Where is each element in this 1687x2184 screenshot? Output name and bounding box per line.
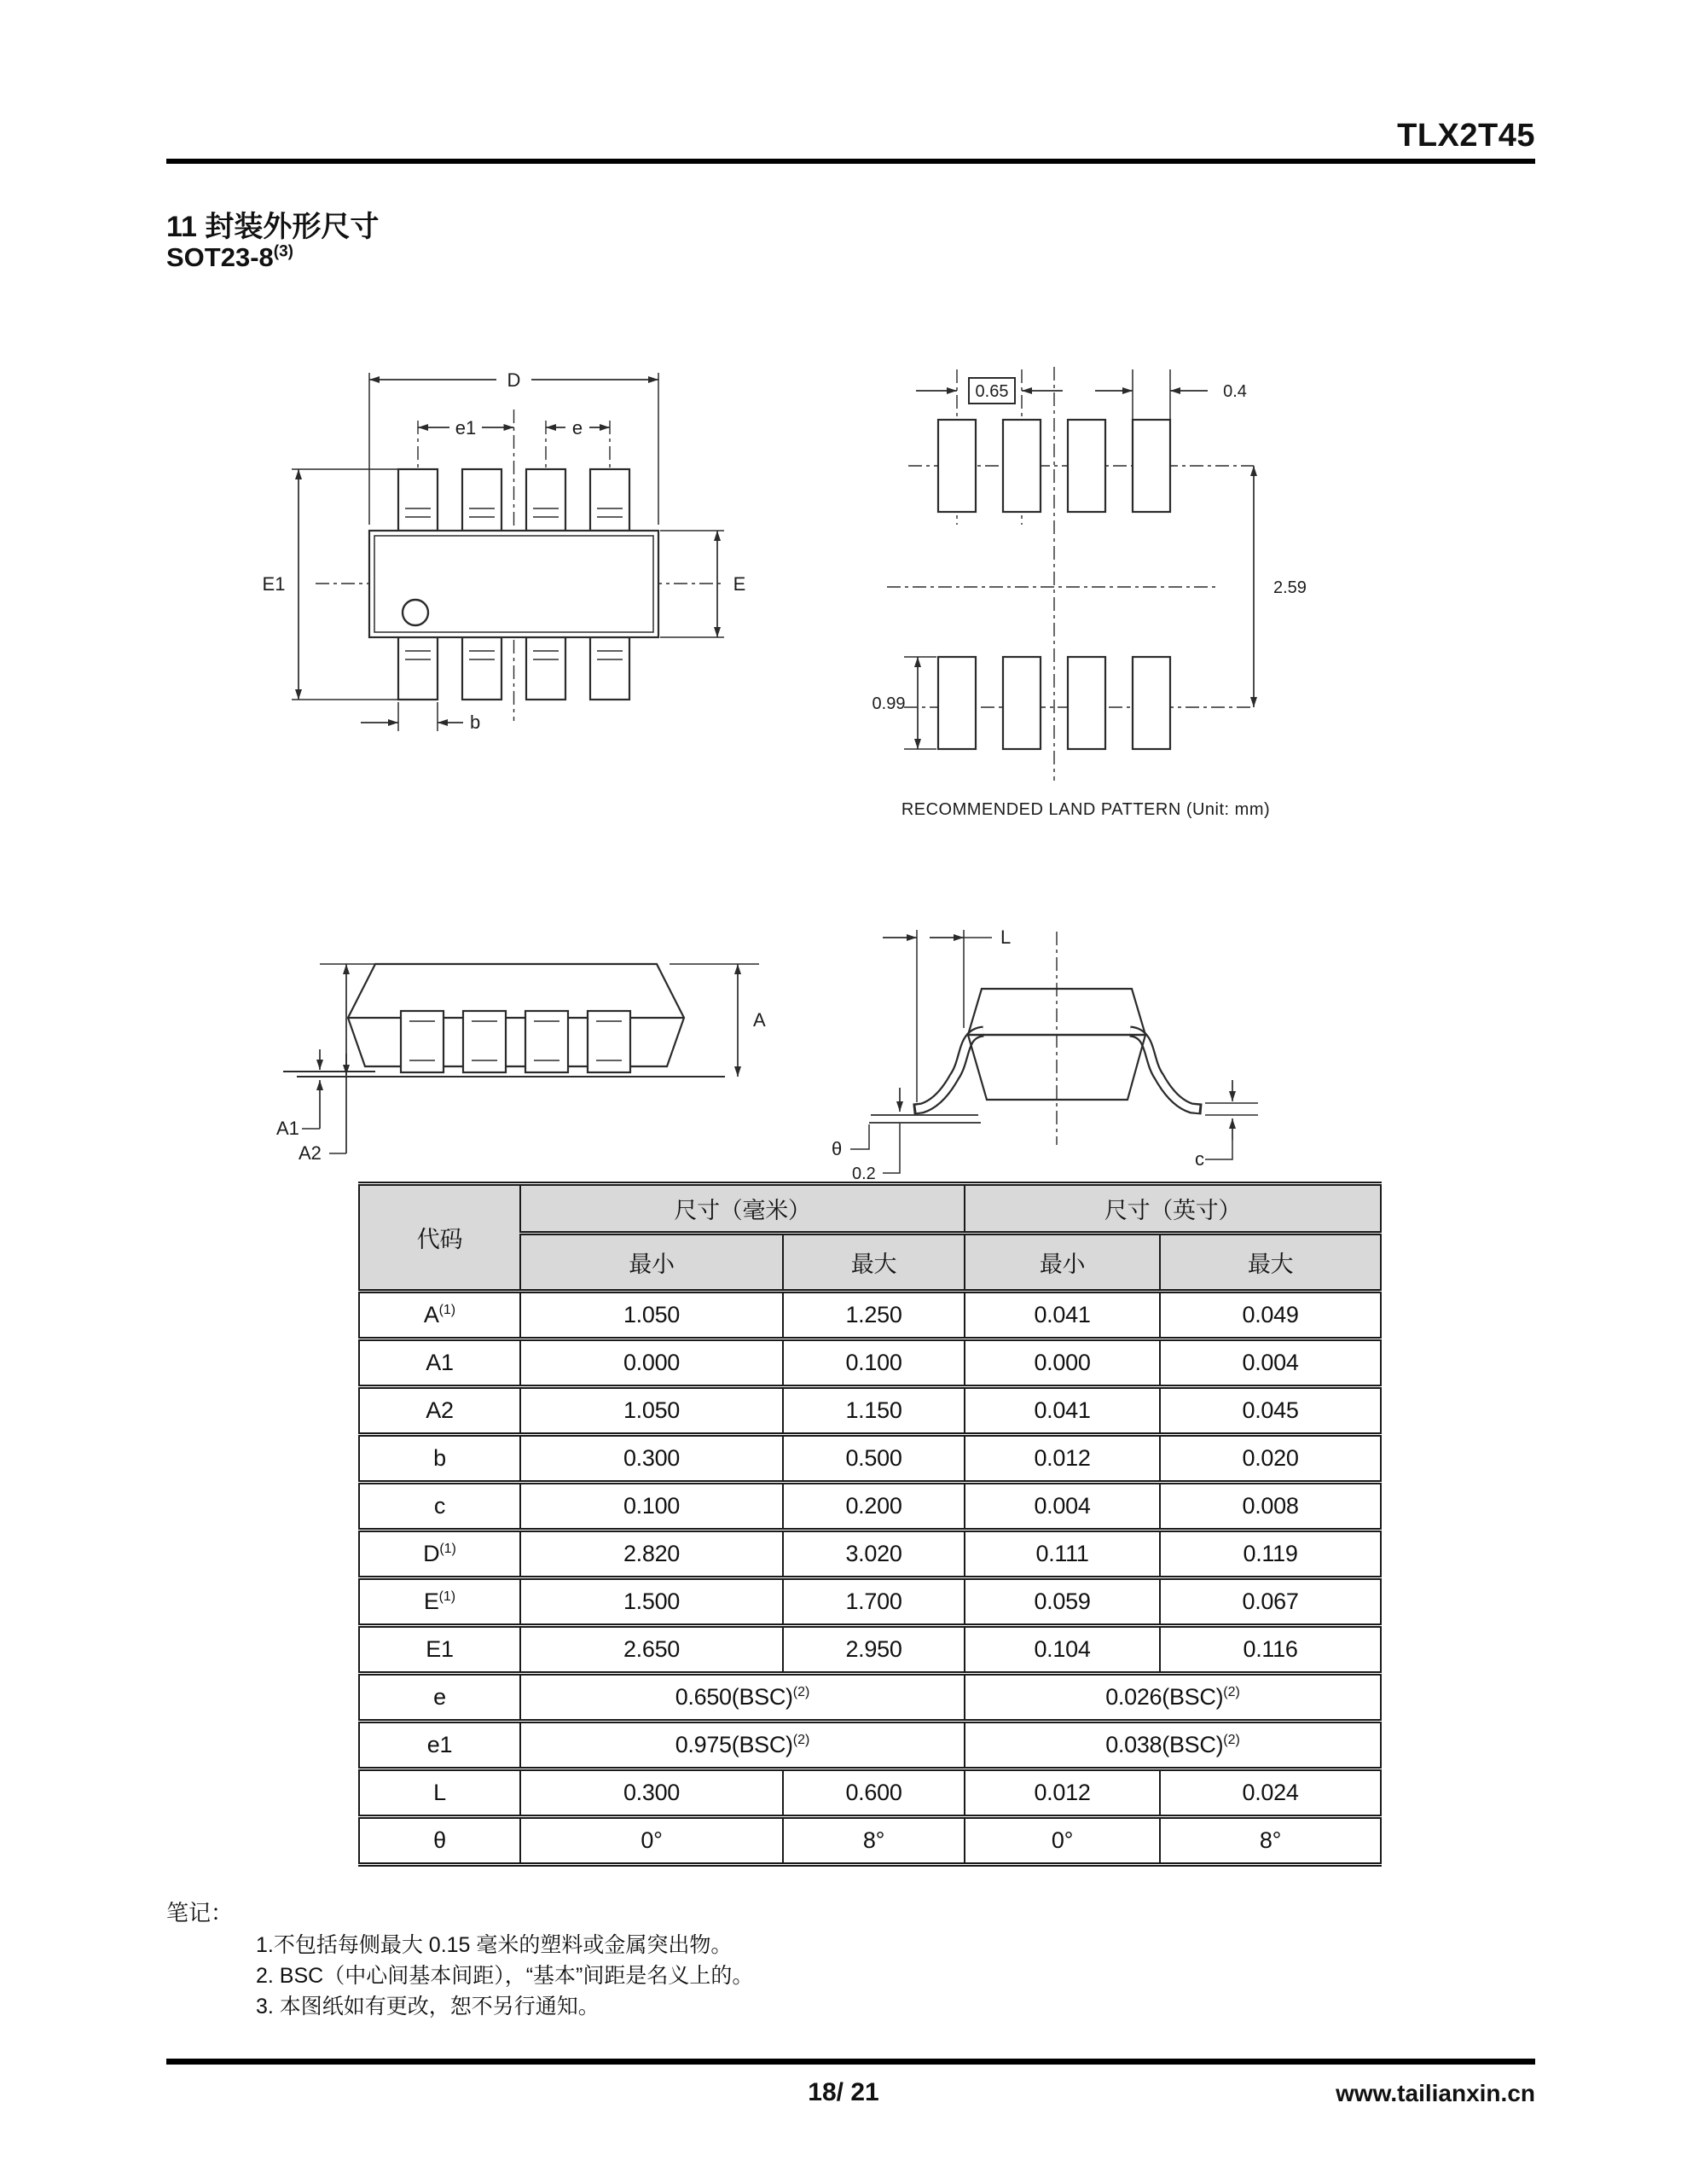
dim-value: 0° (520, 1817, 783, 1865)
dim-value-span: 0.650(BSC)$^{(2)}$ (520, 1674, 965, 1722)
dim-value: 2.950 (783, 1626, 965, 1674)
dim-value: 0.024 (1160, 1769, 1381, 1817)
dim-value: 0.004 (1160, 1339, 1381, 1387)
dim-code: A2 (359, 1387, 520, 1435)
dim-value: 0.045 (1160, 1387, 1381, 1435)
dim-label-e1: e1 (455, 417, 477, 439)
dim-label-A2: A2 (299, 1142, 322, 1164)
dim-value: 1.250 (783, 1292, 965, 1339)
dim-value: 0.012 (965, 1769, 1160, 1817)
table-row (359, 1292, 1381, 1339)
dim-label-D: D (507, 369, 521, 391)
dim-label-row-pitch: 2.59 (1273, 578, 1307, 597)
dim-value: 0.100 (520, 1483, 783, 1531)
dim-label-A1: A1 (276, 1118, 299, 1139)
side-leads (913, 1031, 1202, 1109)
dim-label-e: e (571, 417, 583, 439)
land-pattern-drawing (861, 354, 1339, 828)
dim-value: 8° (783, 1817, 965, 1865)
dim-value-span: 0.026(BSC)$^{(2)}$ (965, 1674, 1381, 1722)
dim-value: 0.004 (965, 1483, 1160, 1531)
col-group-mm: 尺寸（毫米） (520, 1184, 965, 1234)
header-rule (166, 159, 1535, 164)
col-header-in-max: 最大 (1160, 1234, 1381, 1292)
dim-code: c (359, 1483, 520, 1531)
package-body (369, 531, 658, 637)
package-side-view-drawing (797, 913, 1318, 1194)
note-item-2: 2. BSC（中心间基本间距），“基本”间距是名义上的。 (256, 1964, 754, 1988)
dim-code: L (359, 1769, 520, 1817)
package-heading (166, 242, 293, 273)
package-front-view-drawing (247, 926, 810, 1173)
dim-code: e1 (359, 1722, 520, 1769)
dim-code: e (359, 1674, 520, 1722)
section-title-text: 封装外形尺寸 (205, 211, 380, 243)
dim-value: 0.059 (965, 1578, 1160, 1626)
front-leads (401, 1011, 630, 1072)
col-header-mm-min: 最小 (520, 1234, 783, 1292)
dim-label-pad-width: 0.4 (1223, 382, 1247, 401)
dim-value: 1.500 (520, 1578, 783, 1626)
notes-title: 笔记： (166, 1900, 234, 1926)
dim-code: $E^{(1)}$ (359, 1578, 520, 1626)
dim-value: 0.104 (965, 1626, 1160, 1674)
dim-value: 8° (1160, 1817, 1381, 1865)
dimensions-table (358, 1182, 1382, 1867)
dim-value: 0° (965, 1817, 1160, 1865)
dim-value: 0.100 (783, 1339, 965, 1387)
dim-label-theta: θ (832, 1138, 843, 1159)
dim-code: θ (359, 1817, 520, 1865)
dim-value: 1.700 (783, 1578, 965, 1626)
website-url: www.tailianxin.cn (1336, 2080, 1535, 2106)
table-row (359, 1531, 1381, 1578)
package-name: SOT23-8 (166, 242, 274, 272)
dim-value-span: 0.038(BSC)$^{(2)}$ (965, 1722, 1381, 1769)
dim-label-b: b (470, 712, 481, 733)
dim-value: 1.050 (520, 1387, 783, 1435)
dim-value: 2.650 (520, 1626, 783, 1674)
dim-label-A: A (753, 1009, 766, 1031)
dim-value-span: 0.975(BSC)$^{(2)}$ (520, 1722, 965, 1769)
dim-label-E: E (733, 573, 746, 595)
land-pattern-caption: RECOMMENDED LAND PATTERN (Unit: mm) (901, 800, 1271, 819)
footer-rule (166, 2059, 1535, 2065)
dim-value: 0.000 (965, 1339, 1160, 1387)
dim-code: E1 (359, 1626, 520, 1674)
col-header-code: 代码 (359, 1184, 520, 1292)
dim-value: 0.067 (1160, 1578, 1381, 1626)
note-item-1: 1.不包括每侧最大 0.15 毫米的塑料或金属突出物。 (256, 1933, 733, 1957)
dim-label-c: c (1195, 1148, 1204, 1170)
dim-label-pad-height: 0.99 (872, 694, 906, 713)
package-top-view-drawing (252, 358, 763, 742)
dim-value: 0.000 (520, 1339, 783, 1387)
dim-code: A1 (359, 1339, 520, 1387)
dim-value: 0.200 (783, 1483, 965, 1531)
table-row (359, 1769, 1381, 1817)
col-header-mm-max: 最大 (783, 1234, 965, 1292)
dim-value: 0.020 (1160, 1435, 1381, 1483)
package-note-ref: (3) (273, 242, 294, 261)
dim-value: 0.041 (965, 1292, 1160, 1339)
table-row (359, 1387, 1381, 1435)
dim-value: 2.820 (520, 1531, 783, 1578)
dim-value: 3.020 (783, 1531, 965, 1578)
dim-value: 0.116 (1160, 1626, 1381, 1674)
col-header-in-min: 最小 (965, 1234, 1160, 1292)
table-row (359, 1435, 1381, 1483)
table-row (359, 1578, 1381, 1626)
dim-label-E1: E1 (262, 573, 286, 595)
table-row (359, 1483, 1381, 1531)
table-row (359, 1722, 1381, 1769)
dim-value: 0.500 (783, 1435, 965, 1483)
col-group-inch: 尺寸（英寸） (965, 1184, 1381, 1234)
dim-value: 0.012 (965, 1435, 1160, 1483)
document-title: TLX2T45 (1397, 118, 1535, 154)
dim-code: $A^{(1)}$ (359, 1292, 520, 1339)
dim-value: 0.041 (965, 1387, 1160, 1435)
dim-value: 0.049 (1160, 1292, 1381, 1339)
dim-value: 0.119 (1160, 1531, 1381, 1578)
dim-value: 0.600 (783, 1769, 965, 1817)
section-number: 11 (166, 211, 197, 243)
dim-label-pitch: 0.65 (975, 382, 1009, 401)
note-item-3: 3. 本图纸如有更改，恕不另行通知。 (256, 1995, 600, 2018)
dim-value: 1.150 (783, 1387, 965, 1435)
dim-value: 1.050 (520, 1292, 783, 1339)
dim-value: 0.300 (520, 1435, 783, 1483)
dim-code: $D^{(1)}$ (359, 1531, 520, 1578)
table-row (359, 1626, 1381, 1674)
page-number: 18/ 21 (808, 2078, 879, 2106)
dim-code: b (359, 1435, 520, 1483)
dim-value: 0.111 (965, 1531, 1160, 1578)
table-row (359, 1674, 1381, 1722)
dim-label-standoff: 0.2 (852, 1165, 876, 1183)
table-row (359, 1817, 1381, 1865)
table-row (359, 1339, 1381, 1387)
dim-value: 0.300 (520, 1769, 783, 1817)
dim-value: 0.008 (1160, 1483, 1381, 1531)
section-heading (166, 203, 379, 245)
dim-label-L: L (1000, 926, 1012, 948)
